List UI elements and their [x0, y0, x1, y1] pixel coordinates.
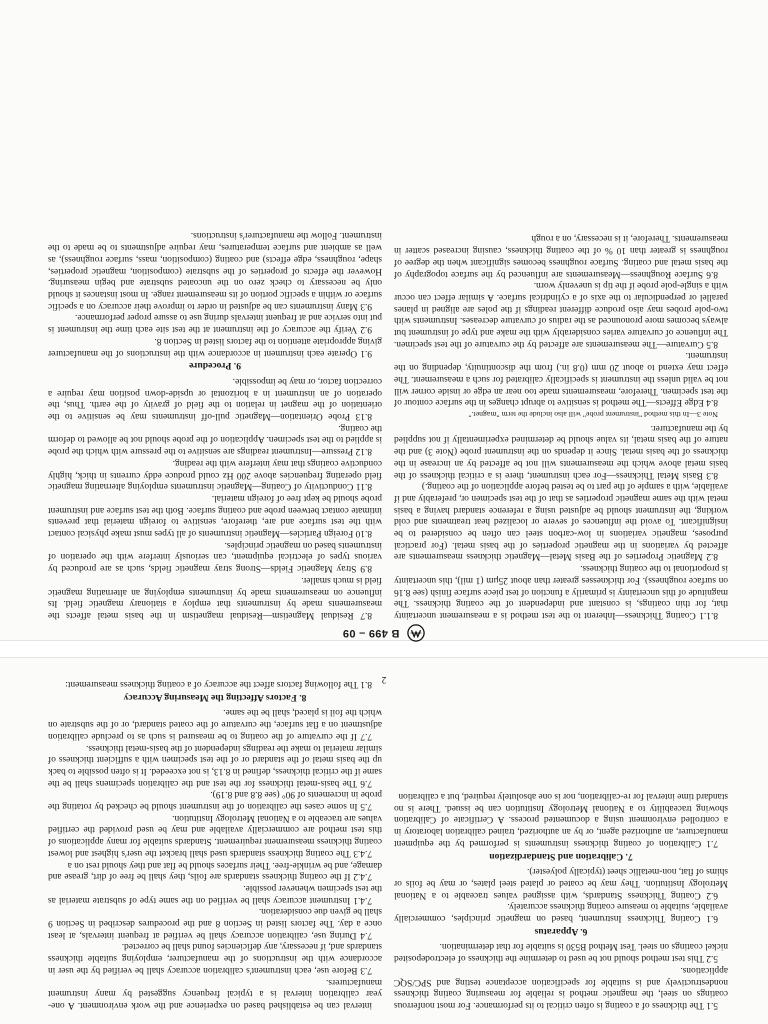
paragraph: 8.10 Foreign Particles—Magnetic instruments of all types must make physical contact with the test surface and are, therefore, sensitive to foreign material that prevents intimate contact between probe and coating surface. Both the test surface and instrument probe should be kept free of foreign material.: [48, 492, 382, 539]
paragraph: 6.2 Coating Thickness Standards, with assigned values traceable to a National Metrology Institution. They may be coated or plated steel plates, or may be foils or shims of flat, non-metallic sheet (typically polyester).: [394, 866, 728, 900]
paragraph: 5.2 This test method should not be used to determine the thickness of electrodeposited nickel coatings on steel. Test Method B530 is suitable for that determination.: [394, 941, 728, 964]
page-3-right-column: [48, 229, 382, 620]
paragraph: 8.3 Basis Metal Thickness—For each instrument, there is a critical thickness of the basis metal above which the measurements will not be affected by an increase in the thickness of the basis metal. Since it depends on the instrument probe (Note 3) and the nature of the basis metal, its value should be determined experimentally if not supplied by the manufacturer.: [394, 422, 728, 480]
astm-logo: [407, 624, 425, 642]
standard-designation: B 499 – 09: [342, 627, 400, 639]
paragraph: 8.6 Surface Roughness—Measurements are influenced by the surface topography of the basis metal and coating. Surface roughness becomes significant when the degree of roughness is greater than 10 % of the coating thickness, causing increased scatter in measurements. Therefore, it is necessary, on a rough: [394, 233, 728, 279]
paragraph: 8.9 Stray Magnetic Fields—Strong stray magnetic fields, such as are produced by various types of electrical equipment, can seriously interfere with the operation of instruments based on magnetic principles.: [48, 539, 382, 574]
paragraph: 7.6 The basis-metal thickness for the test and the calibration specimens shall be the same if the critical thickness, defined in 8.13, is not exceeded. It is often possible to back up the basis metal of the standard or of the test specimen with a sufficient thickness of similar material to make the readings independent of the basis-metal thickness.: [48, 742, 382, 788]
paragraph: 7.7 If the curvature of the coating to be measured is such as to preclude calibration adjustment on a flat surface, the curvature of the coated standard, or of the substrate on which the foil is placed, shall be the same.: [48, 707, 382, 741]
paragraph: 7.1 Calibration of coating thickness instruments is performed by the equipment manufacturer, an authorized agent, or by an authorized, trained calibration laboratory in a controlled environment using a documented process. A Certificate of Calibration showing traceability to a National Metrology Institution can be issued. There is no standard time interval for re-calibration, nor is one absolutely required, but a calibration: [394, 791, 728, 848]
page-separator: [0, 640, 768, 658]
paragraph: 7.5 In some cases the calibration of the instrument should be checked by rotating the probe in increments of 90° (see 8.8 and 8.19).: [48, 789, 382, 812]
paragraph: 7.3 Before use, each instrument's calibration accuracy shall be verified by the user in accordance with the instructions of the manufacturer, employing suitable thickness standards and, if necessary, any deficiencies found shall be corrected.: [48, 941, 382, 975]
paragraph: interval can be established based on experience and the work environment. A one-year calibration interval is a typical frequency suggested by many instrument manufacturers.: [48, 976, 382, 1010]
section-heading: 7. Calibration and Standardization: [489, 850, 633, 862]
paragraph: 8.11 Conductivity of Coating—Magnetic instruments employing alternating magnetic field operating frequencies above 200 Hz could produce eddy currents in thick, highly conductive coatings that may interfere with the reading.: [48, 457, 382, 492]
paragraph: 8.1 The following factors affect the accuracy of a coating thickness measurement:: [65, 679, 372, 690]
paragraph: 6.1 Coating Thickness Instrument, based on magnetic principles, commercially available, suitable to measure coating thickness accurately.: [394, 901, 728, 924]
paragraph: 8.12 Pressure—Instrument readings are sensitive to the pressure with which the probe is applied to the test specimen. Application of the probe should not be allowed to deform the coating.: [48, 422, 382, 457]
paragraph: 9.1 Operate each instrument in accordance with the instructions of the manufacturer giving appropriate attention to the factors listed in Section 8.: [48, 335, 382, 358]
paragraph: 8.5 Curvature—The measurements are affected by the curvature of the test specimen. The influence of curvature varies considerably with the make and type of instrument but always becomes more pronounced as the radius of curvature decreases. Instruments with two-pole probes may also produce different readings if the poles are aligned in planes parallel or perpendicular to the axis of a cylindrical surface. A similar effect can occur with a single-pole probe if the tip is unevenly worn.: [394, 280, 728, 349]
section-heading: 9. Procedure: [189, 360, 241, 372]
section-heading: 6. Apparatus: [534, 925, 588, 937]
running-header: [0, 624, 768, 642]
paragraph: 8.13 Probe Orientation—Magnetic pull-off instruments may be sensitive to the orientation of the magnet in relation to the field of gravity of the earth. Thus, the operation of an instrument in a horizontal or upside-down position may require a correction factor, or may be impossible.: [48, 375, 382, 422]
paragraph: 8.4 Edge Effects—The method is sensitive to abrupt changes in the surface contour of the test specimen. Therefore, measurements made too near an edge or inside corner will not be valid unless the instrument is specifically calibrated for such a measurement. The effect may extend to about 20 mm (0.8 in.) from the discontinuity, depending on the instrument.: [394, 350, 728, 408]
paragraph: 7.4.2 If the coating thickness standards are foils, they shall be free of dirt, grease and damage, and be wrinkle-free. Their surfaces should be flat and they should rest on a: [48, 859, 382, 882]
paragraph: 7.4.3 The coating thickness standards used shall bracket the user's highest and lowest coating thickness measurement requirement. Standards suitable for many applications of this test method are commercially available and may be used provided the certified values are traceable to a National Metrology Institution.: [48, 812, 382, 858]
page-number: 2: [381, 674, 387, 684]
page-2-left-column: [394, 789, 728, 1010]
paragraph: 8.2 Magnetic Properties of the Basis Metal—Magnetic thickness measurements are affected by variations in the magnetic properties of the basis metal. (For practical purposes, magnetic variations in low-carbon steel can often be considered to be insignificant. To avoid the influences of severe or localized heat treatments and cold working, the instrument should be adjusted using a reference standard having a basis metal with the same magnetic properties as that of the test specimen or, preferably and if available, with a sample of the part to be tested before application of the coating.): [394, 481, 728, 562]
paragraph: 7.4 During use, calibration accuracy shall be verified at frequent intervals, at least once a day. The factors listed in Section 8 and the procedures described in Section 9 shall be given due consideration.: [48, 906, 382, 940]
page-3-left-column: [394, 232, 728, 620]
paragraph: 9.3 Many instruments can be adjusted in order to improve their accuracy on a specific surface or within a specific portion of its measurement range. In most instances it should only be necessary to check zero on the uncoated substrate and begin measuring. However the effects of properties of the substrate (composition, magnetic properties, shape, roughness, edge effects) and coating (composition, mass, surface roughness), as well as ambient and surface temperatures, may require adjustments to be made to the instrument. Follow the manufacturer's instructions.: [48, 230, 382, 311]
paragraph: 8.1.1 Coating Thickness—Inherent to the test method is a measurement uncertainty that, for thin coatings, is constant and independent of the coating thickness. The magnitude of this uncertainty is primarily a function of test piece surface finish (see 8.16 on surface roughness). For thicknesses greater than about 25μm (1 mil), this uncertainty is proportional to the coating thickness.: [394, 563, 728, 620]
paragraph: 8.7 Residual Magnetism—Residual magnetism in the basis metal affects the measurements made by instruments that employ a stationary magnetic field. Its influence on measurements made by instruments employing an alternating magnetic field is much smaller.: [48, 574, 382, 620]
page-2: [0, 650, 768, 1024]
note: Note 3—In this method "instrument probe" will also include the term "magnet.": [468, 410, 718, 420]
paragraph: 7.4.1 Instrument accuracy shall be verified on the same type of substrate material as the test specimen whenever possible.: [48, 882, 382, 905]
paragraph: 9.2 Verify the accuracy of the instrument at the test site each time the instrument is put into service and at frequent intervals during use to assure proper performance.: [48, 312, 382, 335]
section-heading: 8. Factors Affecting the Measuring Accuracy: [123, 691, 307, 703]
paragraph: 5.1 The thickness of a coating is often critical to its performance. For most nonferrous coatings on steel, the magnetic method is reliable for measuring coating thickness nondestructively and is suitable for specification acceptance testing and SPC/SQC applications.: [394, 964, 728, 1010]
page-2-right-column: [48, 677, 382, 1010]
